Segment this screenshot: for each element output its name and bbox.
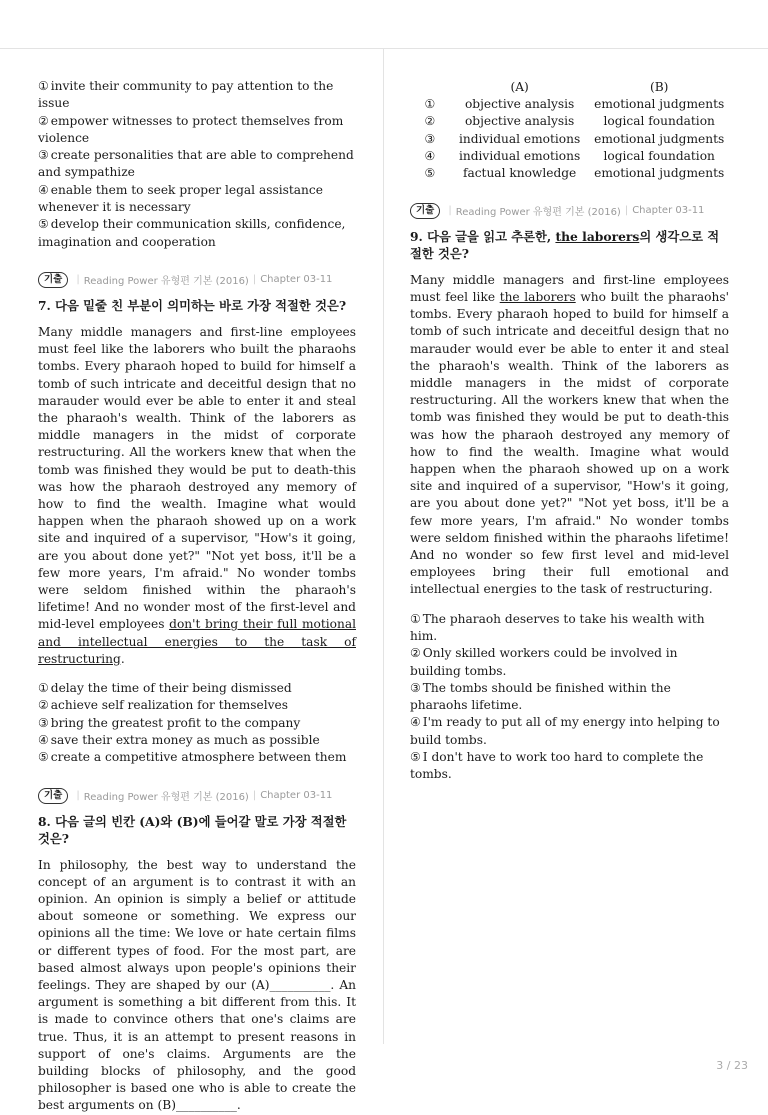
option-4: ④ I'm ready to put all of my energy into helping to build tombs. <box>410 715 720 747</box>
q8-chapter: Chapter 03-11 <box>260 790 333 802</box>
header-rule <box>0 48 768 49</box>
option-5: ⑤ I don't have to work too hard to complete the tombs. <box>410 750 704 782</box>
table-row: ② objective analysis logical foundation <box>424 114 715 129</box>
q7-underlined-phrase: don't bring their full motional and intellectual energies to the task of restructuring <box>38 617 356 666</box>
option-1: ① The pharaoh deserves to take his wealth with him. <box>410 611 705 643</box>
option-3: ③ The tombs should be finished within the pharaohs lifetime. <box>410 680 671 713</box>
q9-underlined-phrase: the laborers <box>499 289 576 304</box>
q8-title: 8. 다음 글의 빈칸 (A)와 (B)에 들어갈 말로 가장 적절한 것은? <box>38 813 347 846</box>
table-row: ① objective analysis emotional judgments <box>424 96 725 111</box>
q9-options <box>410 611 729 784</box>
q7-passage: Many middle managers and first-line employees must feel like the laborers who built the pharaohs tombs. Every pharaoh hoped to build for himself a tomb of such intricate and deceitful design that no marauder would ever be able to enter it and steal the pharaoh's wealth. Think of the laborers as middle managers in the midst of corporate restructuring. All the workers knew that when the tomb was finished they would be put to death-this was how the pharaoh destroyed any memory of how to find the wealth. Imagine what would happen when the pharaoh showed up on a work site and inquired of a supervisor, "How's it going, are you about done yet?" "Not yet boss, it'll be a few more years, I'm afraid." No wonder tombs were seldom finished within the pharaoh's lifetime! And no wonder most of the first-level and mid-level employees don't bring their full motional and intellectual energies to the task of restructuring. <box>38 324 356 666</box>
option-3: ③ create personalities that are able to comprehend and sympathize <box>38 148 354 180</box>
q8-badge: 기출 <box>38 788 68 804</box>
q7-title: 7. 다음 밑줄 친 부분이 의미하는 바로 가장 적절한 것은? <box>38 297 347 313</box>
table-row: ⑤ factual knowledge emotional judgments <box>424 166 725 181</box>
right-column <box>410 78 729 784</box>
option-1: ① invite their community to pay attention to the issue <box>38 79 334 111</box>
q8-passage: In philosophy, the best way to understand the concept of an argument is to contrast it with an opinion. An opinion is simply a belief or attitude about someone or something. We express our opinions all the time: We love or hate certain films or different types of food. For the most part, are based almost always upon people's opinions their feelings. They are shaped by our (A)__________. An argument is something a bit different from this. It is made to convince others that one's claims are true. Thus, it is an attempt to present reasons in support of one's claims. Arguments are the building blocks of philosophy, and the good philosopher is based one who is able to create the best arguments on (B)__________. <box>38 857 356 1113</box>
q7-badge: 기출 <box>38 272 68 288</box>
q8-answer-table <box>410 78 729 182</box>
prev-question-options <box>38 78 356 251</box>
q9-badge: 기출 <box>410 203 440 219</box>
q8-source-tag: 기출 | Reading Power 유형편 기본 (2016) | Chapter 03-11 <box>38 787 356 805</box>
q9-title: 9. 다음 글을 읽고 추론한, the laborers의 생각으로 적절한 것은? <box>410 228 720 261</box>
q9-passage: Many middle managers and first-line employees must feel like the laborers who built the pharaohs' tombs. Every pharaoh hoped to build for himself a tomb of such intricate and deceitful design that no marauder would ever be able to enter it and steal the pharaoh's wealth. Think of the laborers as middle managers in the midst of corporate restructuring. All the workers knew that when the tomb was finished they would be put to death-this was how the pharaoh destroyed any memory of how to find the wealth. Imagine what would happen when the pharaoh showed up on a work site and inquired of a supervisor, "How's it going, are you about done yet?" "Not yet boss, it'll be a few more years, I'm afraid." No wonder tombs were seldom finished within the pharaohs lifetime! And no wonder so few first level and mid-level employees bring their full emotional and intellectual energies to the task of restructuring. <box>410 272 729 597</box>
q7-options <box>38 680 356 766</box>
page-number: 3 / 23 <box>716 1059 748 1072</box>
option-5: ⑤ create a competitive atmosphere between them <box>38 750 347 765</box>
option-4: ④ save their extra money as much as possible <box>38 732 320 747</box>
option-4: ④ enable them to seek proper legal assistance whenever it is necessary <box>38 182 323 215</box>
option-5: ⑤ develop their communication skills, confidence, imagination and cooperation <box>38 217 346 249</box>
option-2: ② empower witnesses to protect themselves from violence <box>38 113 344 145</box>
q8-source: Reading Power 유형편 기본 (2016) <box>83 792 249 804</box>
q9-source: Reading Power 유형편 기본 (2016) <box>455 207 621 219</box>
option-2: ② achieve self realization for themselves <box>38 698 288 713</box>
q9-chapter: Chapter 03-11 <box>632 205 705 217</box>
option-1: ① delay the time of their being dismissed <box>38 681 292 696</box>
q7-source-tag: 기출 | Reading Power 유형편 기본 (2016) | Chapter 03-11 <box>38 271 356 289</box>
table-row: ③ individual emotions emotional judgments <box>424 131 725 146</box>
option-3: ③ bring the greatest profit to the company <box>38 715 301 730</box>
q7-source: Reading Power 유형편 기본 (2016) <box>83 276 249 288</box>
left-column <box>38 78 356 1115</box>
table-row: ④ individual emotions logical foundation <box>424 148 715 163</box>
table-header: (A) (B) <box>510 79 669 94</box>
column-divider <box>383 49 384 1044</box>
q9-source-tag: 기출 | Reading Power 유형편 기본 (2016) | Chapter 03-11 <box>410 202 729 220</box>
q7-chapter: Chapter 03-11 <box>260 274 333 286</box>
option-2: ② Only skilled workers could be involved in building tombs. <box>410 646 678 678</box>
